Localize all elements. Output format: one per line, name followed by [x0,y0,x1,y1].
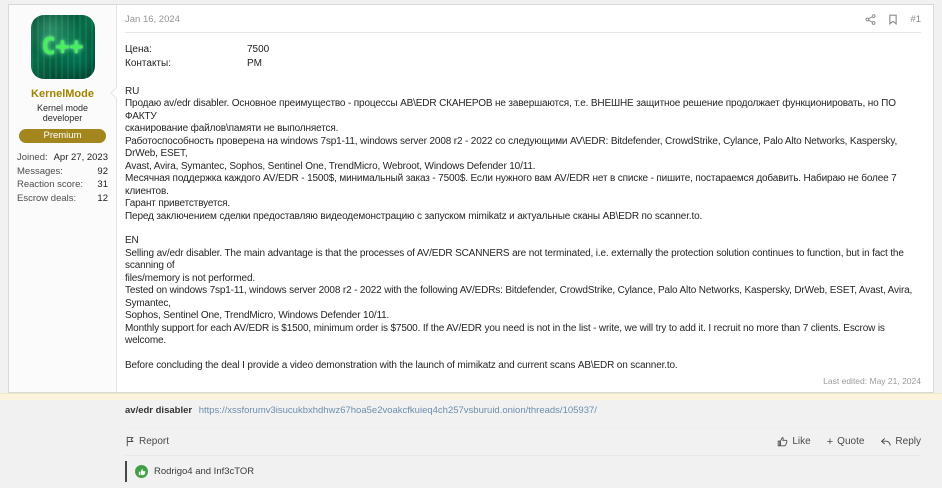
user-stats [17,151,108,205]
post-date[interactable]: Jan 16, 2024 [125,14,180,25]
field-label: Контакты: [125,57,171,69]
stat-row [17,178,108,192]
post-fields [125,43,921,70]
reactions-bar [125,455,921,488]
quote-label: Quote [837,436,865,448]
reactions-users[interactable]: Rodrigo4 and Inf3cTOR [154,466,255,478]
field-value: 7500 [247,44,270,55]
like-label: Like [792,436,811,448]
signature-link[interactable]: https://xssforumv3isucukbxhdhwz67hoa5e2voakcfkuieq4ch257vsburuid.onion/threads/105937/ [198,405,597,417]
user-avatar[interactable] [31,15,95,79]
bookmark-icon[interactable] [888,14,898,25]
quote-button[interactable] [827,436,865,447]
post-header-tools [865,14,921,25]
field-row [125,43,921,57]
share-icon[interactable] [865,14,876,25]
reply-button[interactable] [880,436,921,447]
post-action-bar [125,427,921,455]
stat-row [17,192,108,206]
stat-row [17,151,108,165]
user-info-panel [9,5,117,392]
premium-badge: Premium [19,129,106,143]
body-line: Monthly support for each AV/EDR is $1500, minimum order is $7500. If the AV/EDR you need is not in the list - write, we will try to add it. I recruit no more than 7 clients. Escrow is welcome. [125,322,888,347]
reactions-inner [125,461,921,482]
post-header [125,5,921,33]
body-line [125,348,921,360]
field-label: Цена: [125,44,152,55]
action-group-left [125,436,169,447]
body-line: Tested on windows 7sp1-11, windows server 2008 r2 - 2022 with the following AV/EDRs: Bitdefender, CrowdStrike, Cylance, Palo Alto Networks, Kaspersky, DrWeb, ESET, Avast, Avira, Symantec, [125,285,915,309]
action-group-right [777,436,921,447]
stat-value: 92 [97,165,108,177]
body-line: Sophos, Sentinel One, TrendMicro, Windows Defender 10/11. [125,310,390,322]
forum-post [8,4,934,478]
body-line: Месячная поддержка каждого AV/EDR - 1500$, минимальный заказ - 7500$. Если нужного вам AV/EDR нет в списке - пишите, постараемся добавить. Набираю не более 7 клиентов. [125,173,900,197]
body-line: Перед заключением сделки предоставляю видеодемонстрацию с запуском mimikatz и актуальные сканы АВ\EDR по scanner.to. [125,210,703,222]
body-line: Работоспособность проверена на windows 7sp1-11, windows server 2008 r2 - 2022 со следующими AV\EDR: Bitdefender, CrowdStrike, Cylance, Palo Alto Networks, Kaspersky, DrWeb, ESET, [125,135,900,160]
like-reaction-icon [135,465,148,478]
stat-row [17,165,108,179]
thumbs-up-icon [777,436,788,447]
body-line: files/memory is not performed. [125,272,255,284]
body-line: Продаю av/edr disabler. Основное преимущество - процессы АВ\EDR СКАНЕРОВ не завершаются, т.е. ВНЕШНЕ защитное решение продолжает функционировать, но ПО ФАКТУ [125,98,899,122]
stat-label: Reaction score: [17,179,84,191]
username-link[interactable]: KernelMode [31,88,94,100]
last-edited-note: Last edited: May 21, 2024 [823,376,921,387]
body-line: RU [125,86,140,97]
stat-label: Messages: [17,165,63,177]
avatar-text: C++ [41,34,84,60]
body-line: сканирование файлов\памяти не выполняется. [125,123,339,135]
stat-label: Escrow deals: [17,192,77,204]
body-line: Selling av/edr disabler. The main advantage is that the processes of AV/EDR SCANNERS are not terminated, i.e. externally the protection solution continues to function, but in fact the scanning of [125,247,907,272]
field-row [125,57,921,71]
stat-value: 12 [97,192,108,204]
signature-title: av/edr disabler [125,405,193,417]
field-value: PM [247,57,262,69]
body-line: Гарант приветствуется. [125,198,231,210]
post-body [125,86,921,372]
reply-arrow-icon [880,437,891,447]
body-line [125,223,921,235]
stat-value: Apr 27, 2023 [53,152,108,163]
reply-label: Reply [895,436,921,448]
body-line: EN [125,235,139,247]
flag-icon [125,436,135,447]
report-label: Report [139,436,170,448]
body-line: Avast, Avira, Symantec, Sophos, Sentinel One, TrendMicro, Webroot, Windows Defender 10/11. [125,160,536,172]
plus-icon: + [826,435,834,448]
stat-value: 31 [97,179,108,191]
body-line: Before concluding the deal I provide a video demonstration with the launch of mimikatz and current scans АВ\EDR on scanner.to. [125,359,678,371]
post-content-panel [117,5,933,478]
report-button[interactable] [125,436,169,447]
like-button[interactable] [777,436,810,447]
user-title: Kernel mode developer [36,103,89,123]
page-bottom-strip [0,393,942,400]
stat-label: Joined: [17,152,48,163]
post-number-link[interactable]: #1 [910,14,921,25]
